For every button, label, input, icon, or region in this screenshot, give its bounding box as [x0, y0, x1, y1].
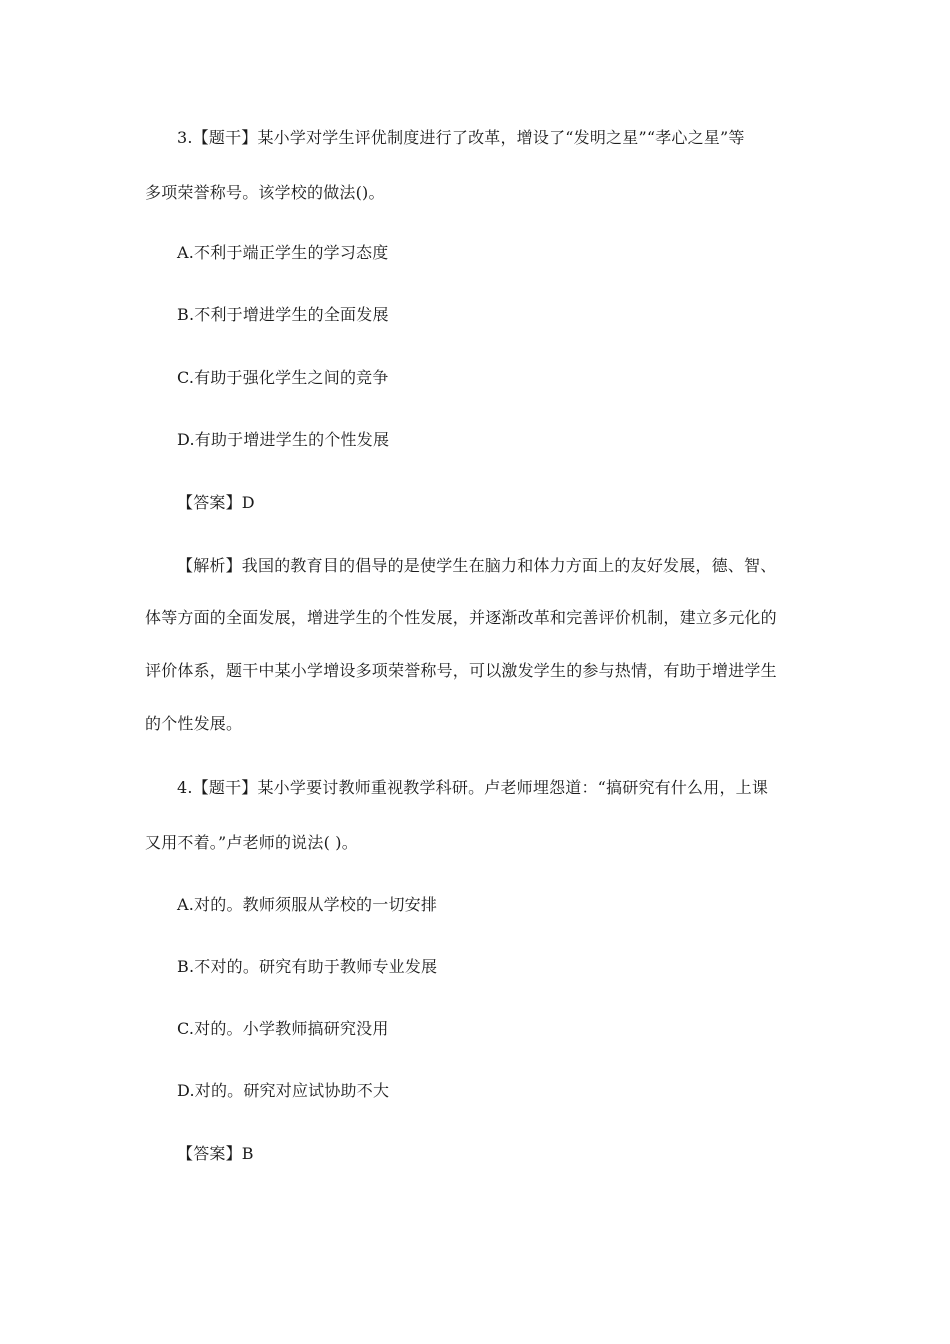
- q4-option-c: C.对的。小学教师搞研究没用: [177, 1019, 389, 1038]
- q4-option-a: A.对的。教师须服从学校的一切安排: [177, 895, 438, 914]
- q3-analysis-line-1: 【解析】我国的教育目的倡导的是使学生在脑力和体力方面上的友好发展，德、智、: [177, 556, 777, 575]
- q4-option-d: D.对的。研究对应试协助不大: [177, 1081, 390, 1100]
- q3-stem-line-1: 3.【题干】某小学对学生评优制度进行了改革，增设了“发明之星”“孝心之星”等: [177, 128, 745, 147]
- q3-option-b: B.不利于增进学生的全面发展: [177, 305, 389, 324]
- q3-stem-line-2: 多项荣誉称号。该学校的做法()。: [145, 183, 385, 202]
- q4-option-b: B.不对的。研究有助于教师专业发展: [177, 957, 438, 976]
- q3-option-a: A.不利于端正学生的学习态度: [177, 243, 389, 262]
- q3-analysis-line-2: 体等方面的全面发展，增进学生的个性发展，并逐渐改革和完善评价机制，建立多元化的: [145, 608, 777, 627]
- q3-analysis-line-4: 的个性发展。: [145, 714, 243, 733]
- q3-answer: 【答案】D: [177, 493, 255, 512]
- q4-stem-line-1: 4.【题干】某小学要讨教师重视教学科研。卢老师埋怨道：“搞研究有什么用，上课: [177, 778, 769, 797]
- q3-analysis-line-3: 评价体系，题干中某小学增设多项荣誉称号，可以激发学生的参与热情，有助于增进学生: [145, 661, 777, 680]
- q3-option-c: C.有助于强化学生之间的竞争: [177, 368, 389, 387]
- q4-answer: 【答案】B: [177, 1144, 254, 1163]
- q4-stem-line-2: 又用不着。”卢老师的说法( )。: [145, 833, 358, 852]
- q3-option-d: D.有助于增进学生的个性发展: [177, 430, 390, 449]
